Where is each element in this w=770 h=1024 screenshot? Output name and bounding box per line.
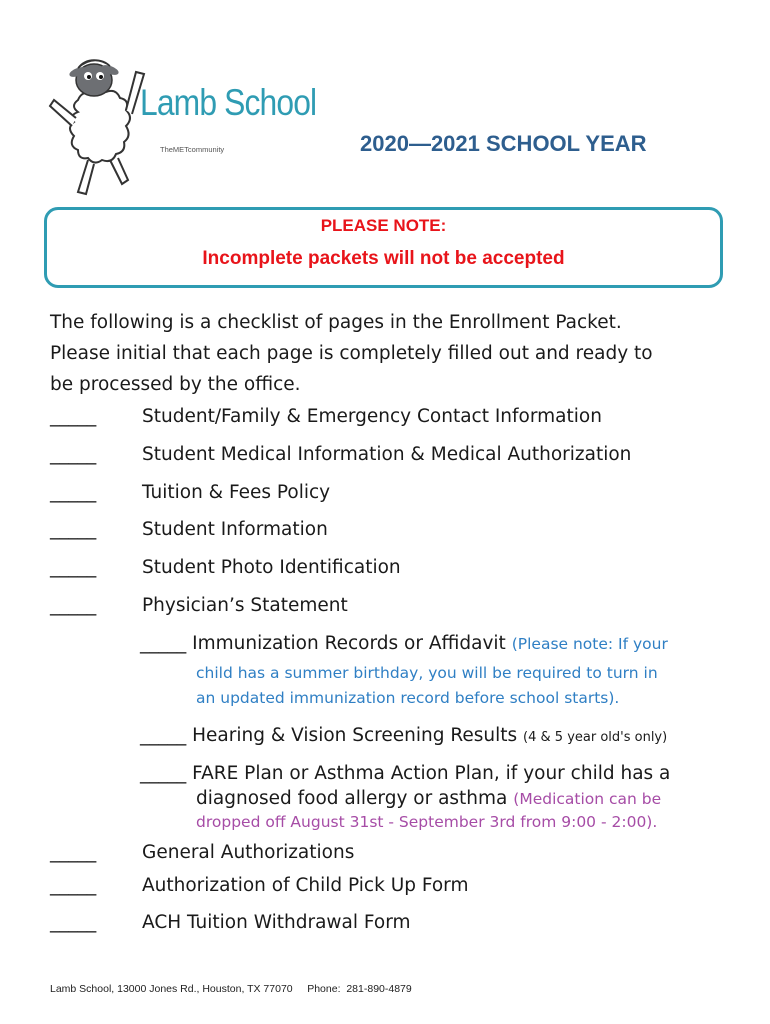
initial-blank: _____ [140,763,187,784]
sub-item-note: (Medication can be [513,790,662,808]
checklist-item [50,875,468,896]
initial-blank: _____ [50,912,97,933]
sub-item-label: Hearing & Vision Screening Results [192,725,518,746]
checklist-item [50,595,348,616]
sub-item-immunization [140,633,668,654]
sub-item-note: an updated immunization record before school starts). [196,689,620,707]
checklist-item-label: Tuition & Fees Policy [142,482,331,503]
notice-box [44,207,723,288]
sub-item-fare [140,763,670,784]
sub-item-note: (4 & 5 year old's only) [523,730,668,745]
sub-item-label: FARE Plan or Asthma Action Plan, if your child has a [192,763,671,784]
checklist-item-label: Student/Family & Emergency Contact Information [142,406,602,427]
checklist-item-label: Physician’s Statement [142,595,348,616]
sub-item-label: diagnosed food allergy or asthma [196,788,508,809]
checklist-item [50,444,631,465]
school-year-heading: 2020—2021 SCHOOL YEAR [360,131,647,156]
checklist-item-label: Authorization of Child Pick Up Form [142,875,469,896]
checklist-item [50,519,328,540]
checklist-item-label: General Authorizations [142,842,355,863]
initial-blank: _____ [50,595,97,616]
initial-blank: _____ [140,725,187,746]
sub-item-note: child has a summer birthday, you will be required to turn in [196,664,658,682]
initial-blank: _____ [50,406,97,427]
checklist-item-label: Student Medical Information & Medical Authorization [142,444,632,465]
intro-paragraph [50,307,730,400]
checklist-item-label: ACH Tuition Withdrawal Form [142,912,411,933]
checklist-item [50,406,602,427]
intro-line: Please initial that each page is completely filled out and ready to [50,343,653,364]
sub-item-fare-line2 [196,788,661,809]
initial-blank: _____ [50,482,97,503]
notice-title: PLEASE NOTE: [320,216,447,235]
logo-title: Lamb School [140,82,317,123]
checklist-item-label: Student Photo Identification [142,557,401,578]
intro-line: be processed by the office. [50,374,301,395]
sub-item-hearing [140,725,667,746]
checklist-item [50,482,330,503]
initial-blank: _____ [50,557,97,578]
notice-text: Incomplete packets will not be accepted [202,248,565,269]
sub-item-note: (Please note: If your [511,635,668,653]
initial-blank: _____ [140,633,187,654]
initial-blank: _____ [50,519,97,540]
checklist-item-label: Student Information [142,519,328,540]
lamb-mascot-icon [48,52,148,202]
sub-item-label: Immunization Records or Affidavit [192,633,506,654]
school-logo [48,52,317,202]
intro-line: The following is a checklist of pages in the Enrollment Packet. [50,312,622,333]
initial-blank: _____ [50,842,97,863]
checklist-item [50,842,354,863]
sub-item-note: dropped off August 31st - September 3rd from 9:00 - 2:00). [196,813,658,831]
initial-blank: _____ [50,444,97,465]
checklist-item [50,912,411,933]
footer-address: Lamb School, 13000 Jones Rd., Houston, TX 77070 Phone: 281-890-4879 [50,983,412,995]
checklist-item [50,557,401,578]
initial-blank: _____ [50,875,97,896]
logo-subtitle: TheMETcommunity [160,145,225,154]
